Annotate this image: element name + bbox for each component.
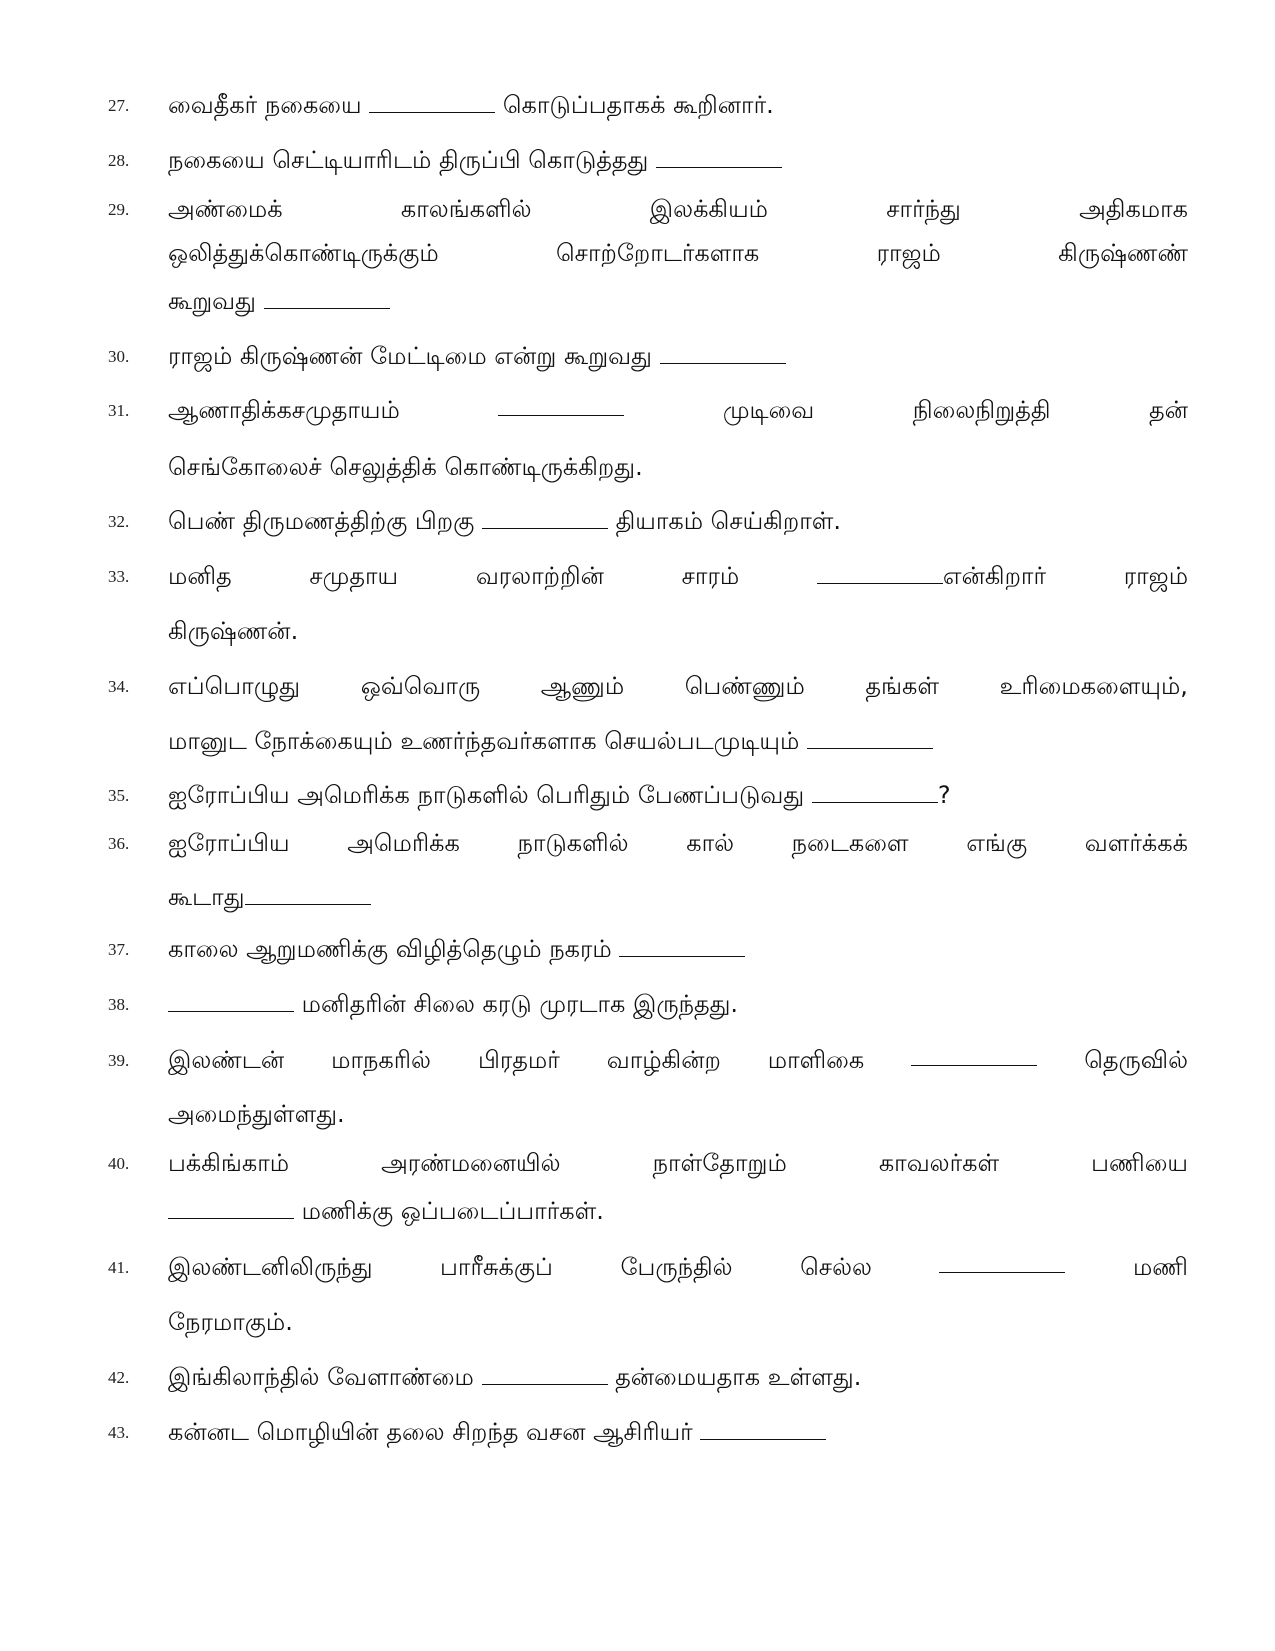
question-text: நடைகளை	[791, 829, 909, 857]
answer-blank[interactable]	[369, 90, 495, 113]
answer-blank[interactable]	[264, 286, 390, 309]
question-text: ?	[937, 781, 951, 809]
question-text: தன்மையதாக உள்ளது.	[607, 1363, 862, 1391]
question-text: ராஜம் கிருஷ்ணன் மேட்டிமை என்று கூறுவது	[168, 342, 660, 370]
question-text: பணியை	[1091, 1149, 1188, 1177]
question-text: அமெரிக்க	[347, 829, 460, 857]
question-number: 42.	[108, 1368, 130, 1387]
question-text: மனிதரின் சிலை கரடு முரடாக இருந்தது.	[294, 990, 739, 1018]
answer-blank[interactable]	[656, 145, 782, 168]
question-number: 33.	[108, 567, 130, 586]
question-text: நாடுகளில்	[517, 829, 629, 857]
question-text: நிலைநிறுத்தி	[912, 396, 1051, 424]
question-text-line	[168, 559, 1188, 593]
question-text: எங்கு	[966, 829, 1028, 857]
question-text: ஆணும்	[540, 672, 625, 700]
question-text: என்கிறார்	[942, 562, 1046, 590]
question-text-line	[168, 236, 1188, 270]
question-text-line	[168, 192, 1188, 226]
question-number: 35.	[108, 786, 130, 805]
answer-blank[interactable]	[168, 989, 294, 1012]
question-text: நேரமாகும்.	[168, 1308, 293, 1336]
question-text: சமுதாய	[309, 562, 399, 590]
answer-blank[interactable]	[911, 1043, 1037, 1066]
question-text: இங்கிலாந்தில் வேளாண்மை	[168, 1363, 482, 1391]
question-text-line	[168, 143, 1188, 177]
question-text-line	[168, 1146, 1188, 1180]
question-text: கொடுப்பதாகக் கூறினார்.	[495, 91, 774, 119]
question-text: அரண்மனையில்	[381, 1149, 561, 1177]
question-text: கிருஷ்ணன்.	[168, 617, 299, 645]
question-text: வாழ்கின்ற	[606, 1046, 721, 1074]
question-text: தியாகம் செய்கிறாள்.	[607, 507, 842, 535]
question-text-line	[168, 1250, 1188, 1284]
question-number: 38.	[108, 995, 130, 1014]
answer-blank[interactable]	[498, 393, 624, 416]
question-text: அண்மைக்	[168, 195, 283, 223]
answer-blank[interactable]	[660, 341, 786, 364]
question-text: மணி	[1132, 1253, 1188, 1281]
question-text: மாநகரில்	[331, 1046, 431, 1074]
question-number: 43.	[108, 1423, 130, 1442]
question-text: முடிவை	[722, 396, 815, 424]
question-text-line	[168, 880, 1188, 914]
answer-blank[interactable]	[812, 780, 938, 803]
question-text: பக்கிங்காம்	[168, 1149, 290, 1177]
question-text: கன்னட மொழியின் தலை சிறந்த வசன ஆசிரியர்	[168, 1418, 701, 1446]
question-text-line	[168, 932, 1188, 966]
question-text: இலண்டன்	[168, 1046, 285, 1074]
question-text-line	[168, 669, 1188, 703]
question-text: கிருஷ்ணண்	[1058, 239, 1188, 267]
question-text: பெண் திருமணத்திற்கு பிறகு	[168, 507, 482, 535]
question-text: நகையை செட்டியாரிடம் திருப்பி கொடுத்தது	[168, 146, 656, 174]
question-text: வளர்க்கக்	[1084, 829, 1188, 857]
question-text-line	[168, 284, 1188, 318]
question-text: காவலர்கள்	[878, 1149, 1000, 1177]
question-number: 30.	[108, 347, 130, 366]
question-text: காலங்களில்	[400, 195, 532, 223]
question-text: கூறுவது	[168, 287, 264, 315]
question-text: சார்ந்து	[886, 195, 961, 223]
question-text: பாரீசுக்குப்	[440, 1253, 553, 1281]
question-number: 27.	[108, 96, 130, 115]
question-text-line	[168, 1360, 1188, 1394]
question-text-line	[168, 504, 1188, 538]
question-text-line	[168, 1097, 1188, 1131]
question-text: ராஜம்	[1123, 562, 1188, 590]
question-text: ஒவ்வொரு	[360, 672, 481, 700]
question-text: பெண்ணும்	[684, 672, 805, 700]
question-text: காலை ஆறுமணிக்கு விழித்தெழும் நகரம்	[168, 935, 620, 963]
question-text: மணிக்கு ஒப்படைப்பார்கள்.	[294, 1197, 604, 1225]
question-number: 41.	[108, 1258, 130, 1277]
question-text: கால்	[686, 829, 735, 857]
question-text-line	[168, 1305, 1188, 1339]
question-text-line	[168, 778, 1188, 812]
question-number: 32.	[108, 512, 130, 531]
question-text-line	[168, 1415, 1188, 1449]
question-text-line	[168, 1194, 1188, 1228]
answer-blank[interactable]	[817, 561, 943, 584]
question-text: ராஜம்	[876, 239, 941, 267]
question-text-line	[168, 450, 1188, 484]
question-number: 31.	[108, 401, 130, 420]
question-text: அமைந்துள்ளது.	[168, 1100, 345, 1128]
question-text: செங்கோலைச் செலுத்திக் கொண்டிருக்கிறது.	[168, 453, 643, 481]
answer-blank[interactable]	[939, 1250, 1065, 1273]
answer-blank[interactable]	[619, 934, 745, 957]
question-text: ஒலித்துக்கொண்டிருக்கும்	[168, 239, 439, 267]
answer-blank[interactable]	[168, 1196, 294, 1219]
answer-blank[interactable]	[482, 506, 608, 529]
question-number: 36.	[108, 834, 130, 853]
question-text: தன்	[1149, 396, 1188, 424]
question-number: 37.	[108, 940, 130, 959]
question-text-line	[168, 1043, 1188, 1077]
question-text: இலக்கியம்	[649, 195, 768, 223]
question-text: செல்ல	[800, 1253, 872, 1281]
question-text: பேருந்தில்	[620, 1253, 733, 1281]
question-text: சொற்றோடர்களாக	[555, 239, 760, 267]
question-text-line	[168, 826, 1188, 860]
question-text-line	[168, 614, 1188, 648]
answer-blank[interactable]	[700, 1417, 826, 1440]
question-text-line	[168, 393, 1188, 427]
question-text: நாள்தோறும்	[652, 1149, 787, 1177]
answer-blank[interactable]	[807, 726, 933, 749]
question-text-line	[168, 987, 1188, 1021]
question-text: தெருவில்	[1084, 1046, 1188, 1074]
question-text: சாரம்	[681, 562, 740, 590]
question-number: 29.	[108, 200, 130, 219]
answer-blank[interactable]	[245, 882, 371, 905]
question-text: ஆணாதிக்கசமுதாயம்	[168, 396, 400, 424]
question-text: ஐரோப்பிய அமெரிக்க நாடுகளில் பெரிதும் பேணப்படுவது	[168, 781, 812, 809]
question-text: அதிகமாக	[1079, 195, 1188, 223]
question-text: மனித	[168, 562, 232, 590]
blank-with-word	[817, 559, 1046, 593]
question-text: மாளிகை	[767, 1046, 865, 1074]
question-text: பிரதமர்	[477, 1046, 560, 1074]
question-text-line	[168, 339, 1188, 373]
question-text: இலண்டனிலிருந்து	[168, 1253, 373, 1281]
question-text: கூடாது	[168, 883, 245, 911]
question-text-line	[168, 724, 1188, 758]
question-number: 28.	[108, 151, 130, 170]
question-number: 39.	[108, 1051, 130, 1070]
question-text-line	[168, 88, 1188, 122]
question-number: 40.	[108, 1154, 130, 1173]
question-text: உரிமைகளையும்,	[999, 672, 1188, 700]
question-number: 34.	[108, 677, 130, 696]
question-text: வைதீகர் நகையை	[168, 91, 370, 119]
answer-blank[interactable]	[482, 1362, 608, 1385]
question-text: மானுட நோக்கையும் உணர்ந்தவர்களாக செயல்படமுடியும்	[168, 727, 807, 755]
question-text: ஐரோப்பிய	[168, 829, 290, 857]
question-text: தங்கள்	[865, 672, 940, 700]
question-text: வரலாற்றின்	[475, 562, 604, 590]
question-text: எப்பொழுது	[168, 672, 301, 700]
